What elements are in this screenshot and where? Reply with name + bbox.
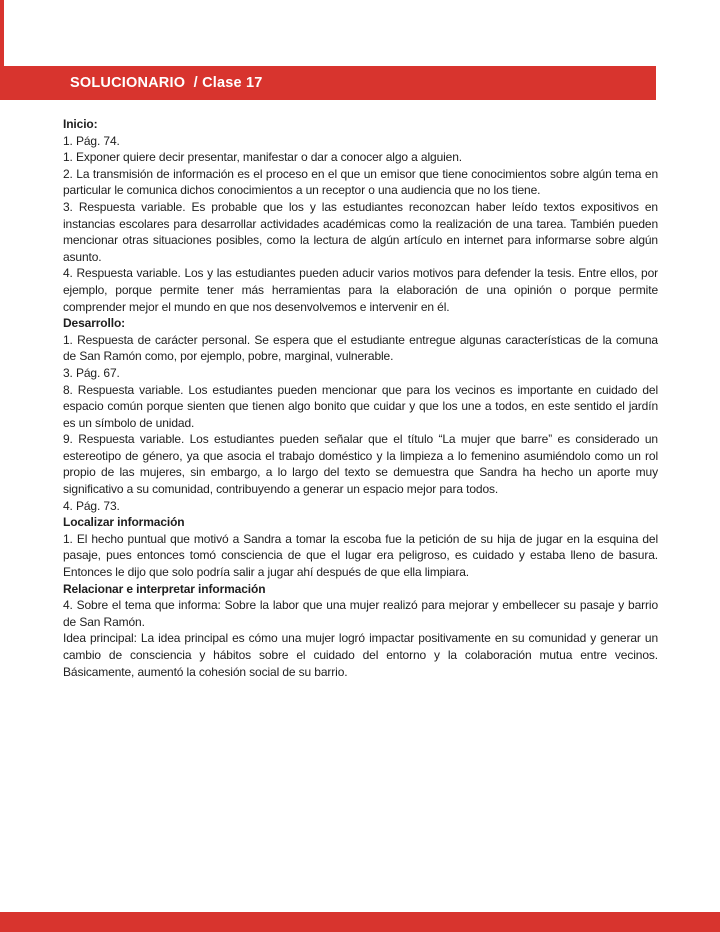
page-ref-line: 3. Pág. 67. <box>63 365 120 380</box>
header-bar <box>0 66 656 100</box>
document-body <box>63 116 658 680</box>
answer-paragraph: Idea principal: La idea principal es cómo una mujer logró impactar positivamente en su comunidad y generar un cambio de consciencia y hábitos sobre el cuidado del entorno y la colaboración mutua entre vecinos. Básicamente, aumentó la cohesión social de su barrio. <box>63 631 658 679</box>
answer-paragraph: 4. Respuesta variable. Los y las estudiantes pueden aducir varios motivos para defender la tesis. Entre ellos, por ejemplo, porque permite tener más herramientas para la elaboración de una opinión o porque permite comprender mejor el mundo en que nos desenvolvemos e intervenir en él. <box>63 266 658 314</box>
answer-paragraph: 4. Sobre el tema que informa: Sobre la labor que una mujer realizó para mejorar y embellecer su pasaje y barrio de San Ramón. <box>63 598 658 629</box>
answer-paragraph: 3. Respuesta variable. Es probable que los y las estudiantes reconozcan haber leído textos expositivos en instancias escolares para desarrollar actividades académicas como la realización de una tarea. También pueden mencionar otras situaciones posibles, como la lectura de algún artículo en internet para informarse sobre algún asunto. <box>63 199 658 264</box>
answer-paragraph: 8. Respuesta variable. Los estudiantes pueden mencionar que para los vecinos es importante en cuidado del espacio común porque sienten que tienen algo bonito que cuidar y que los une a todos, en este sentido el jardín es un símbolo de unidad. <box>63 382 658 430</box>
top-left-accent-strip <box>0 0 4 66</box>
page-ref-line: 1. Pág. 74. <box>63 133 120 148</box>
section-heading-desarrollo: Desarrollo: <box>63 316 126 331</box>
answer-paragraph: 1. Respuesta de carácter personal. Se espera que el estudiante entregue algunas características de la comuna de San Ramón como, por ejemplo, pobre, marginal, vulnerable. <box>63 332 658 364</box>
answer-paragraph: 2. La transmisión de información es el proceso en el que un emisor que tiene conocimientos sobre algún tema en particular le comunica dichos conocimientos a un receptor o una audiencia que no los tiene. <box>63 166 658 198</box>
subsection-heading-localizar: Localizar información <box>63 515 185 530</box>
subsection-heading-relacionar: Relacionar e interpretar información <box>63 581 266 596</box>
answer-paragraph: 9. Respuesta variable. Los estudiantes pueden señalar que el título “La mujer que barre” es considerado un estereotipo de género, ya que asocia el trabajo doméstico y la limpieza a lo femenino asumiéndolo como un rol propio de las mujeres, sin embargo, a lo largo del texto se demuestra que Sandra ha hecho un aporte muy significativo a su comunidad, contribuyendo a generar un espacio mejor para todos. <box>63 432 658 497</box>
page-ref-line: 4. Pág. 73. <box>63 498 120 513</box>
section-heading-inicio: Inicio: <box>63 117 98 131</box>
answer-paragraph: 1. Exponer quiere decir presentar, manifestar o dar a conocer algo a alguien. <box>63 150 463 165</box>
footer-bar <box>0 912 720 932</box>
page-title: SOLUCIONARIO / Clase 17 <box>70 75 263 91</box>
answer-paragraph: 1. El hecho puntual que motivó a Sandra a tomar la escoba fue la petición de su hija de jugar en la esquina del pasaje, pues entonces tomó consciencia de que el lugar era peligroso, es cuidado y estaba lleno de basura. Entonces le dijo que solo podría salir a jugar ahí después de que ella limpiara. <box>63 531 658 580</box>
